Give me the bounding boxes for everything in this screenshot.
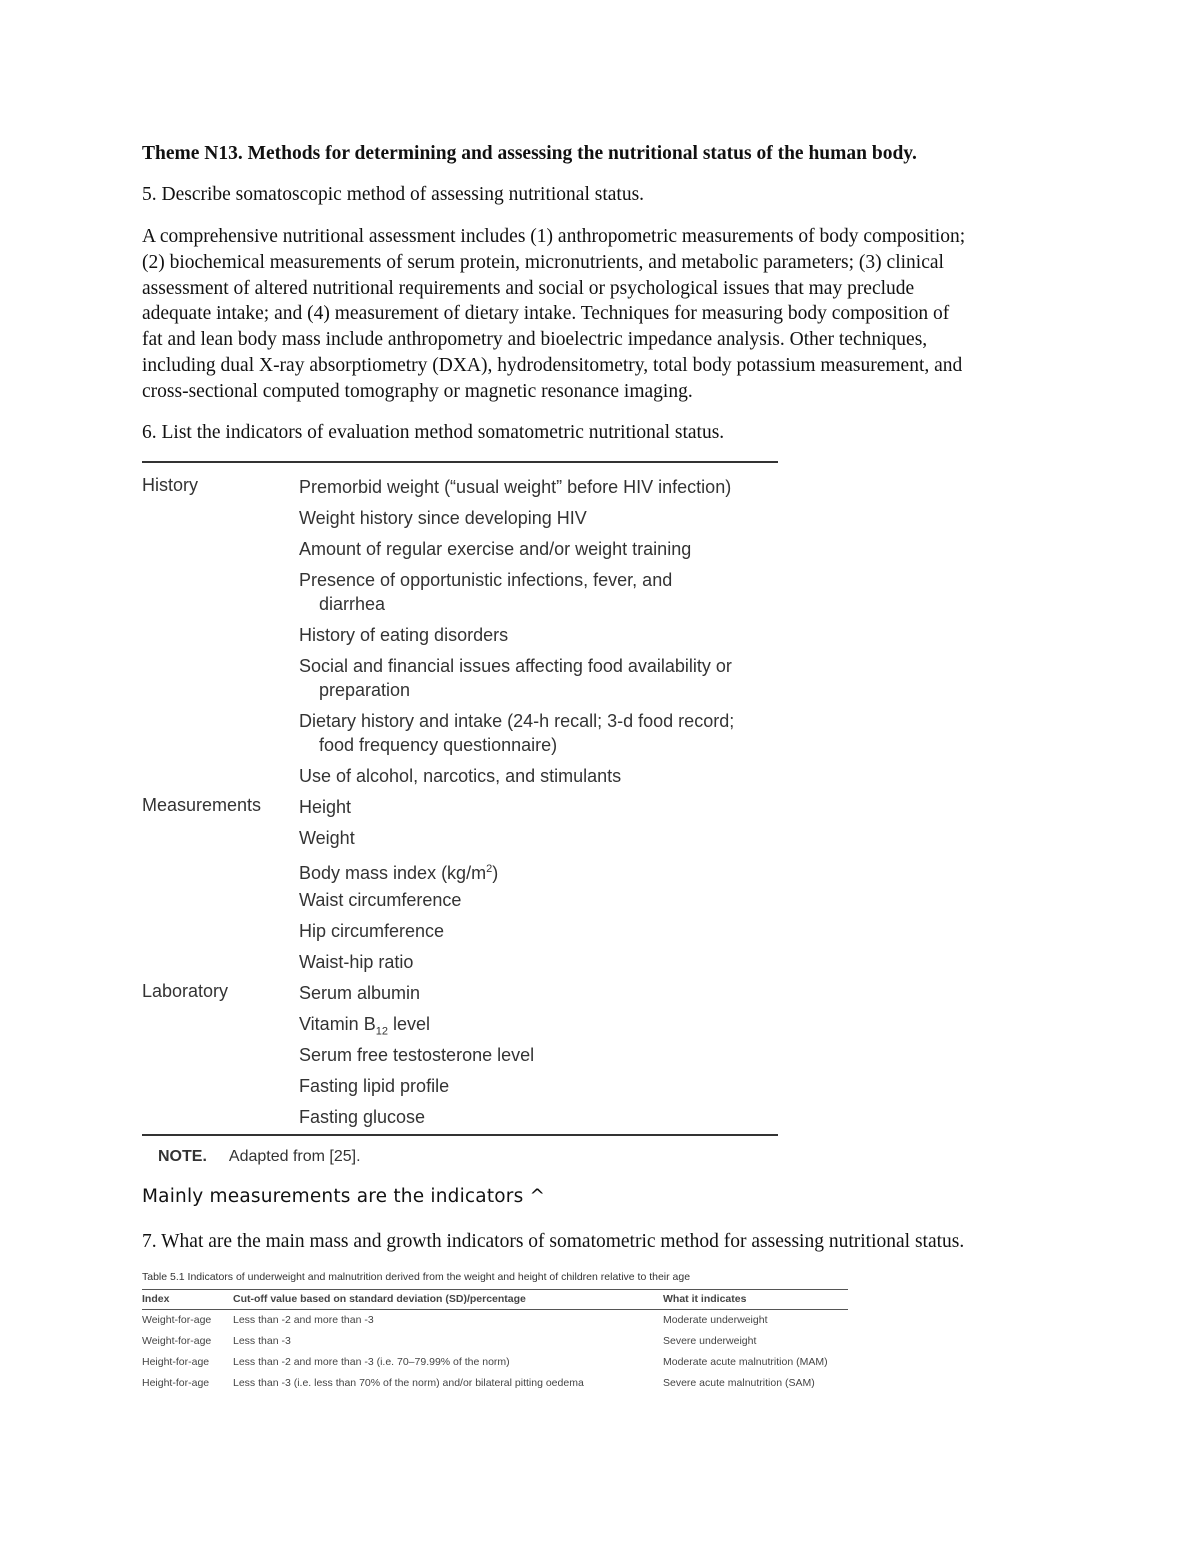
cell-cutoff: Less than -3 (233, 1335, 291, 1347)
cell-index: Height-for-age (142, 1377, 210, 1389)
cell-indicates: Moderate acute malnutrition (MAM) (663, 1356, 828, 1368)
assessment-paragraph (142, 224, 1062, 405)
category-history: History (142, 475, 199, 495)
measurement-item: Hip circumference (299, 921, 445, 941)
table-top-rule (142, 461, 778, 463)
question-5: 5. Describe somatoscopic method of assessing nutritional status. (142, 184, 645, 205)
cell-indicates: Severe acute malnutrition (SAM) (663, 1377, 815, 1389)
laboratory-item: Fasting glucose (299, 1107, 426, 1127)
table-row (142, 1314, 848, 1330)
cell-index: Weight-for-age (142, 1314, 212, 1326)
measurement-item: Waist-hip ratio (299, 952, 414, 972)
cell-indicates: Severe underweight (663, 1335, 757, 1347)
measurement-item: Weight (299, 828, 355, 848)
table-top-rule (142, 1289, 848, 1290)
note-text: Adapted from [25]. (228, 1148, 361, 1165)
laboratory-item: Serum free testosterone level (299, 1045, 535, 1065)
category-measurements: Measurements (142, 795, 262, 815)
measurement-item: Height (299, 797, 352, 817)
table-bottom-rule (142, 1134, 778, 1136)
table-row (142, 1377, 848, 1393)
question-7: 7. What are the main mass and growth indicators of somatometric method for assessing nutritional status. (142, 1231, 965, 1252)
paragraph-line: cross-sectional computed tomography or magnetic resonance imaging. (142, 380, 693, 402)
history-item: Dietary history and intake (24-h recall; 3-d food record; food frequency questionnaire) (299, 711, 735, 755)
history-item: Weight history since developing HIV (299, 508, 587, 528)
note-label: NOTE. (158, 1148, 207, 1165)
header-indicates: What it indicates (663, 1293, 747, 1305)
comment-line: Mainly measurements are the indicators ^ (142, 1186, 546, 1207)
table-row (142, 1356, 848, 1372)
paragraph-line: (2) biochemical measurements of serum protein, micronutrients, and metabolic parameters; (3) clinical (142, 251, 944, 273)
cell-indicates: Moderate underweight (663, 1314, 768, 1326)
history-item: Premorbid weight (“usual weight” before HIV infection) (299, 477, 732, 497)
table-row (142, 1335, 848, 1351)
history-item: History of eating disorders (299, 625, 509, 645)
measurement-item: Waist circumference (299, 890, 462, 910)
history-item: Social and financial issues affecting food availability or preparation (299, 656, 732, 700)
cell-cutoff: Less than -3 (i.e. less than 70% of the norm) and/or bilateral pitting oedema (233, 1377, 584, 1389)
history-item: Use of alcohol, narcotics, and stimulants (299, 766, 622, 786)
laboratory-item: Serum albumin (299, 983, 421, 1003)
header-cutoff: Cut-off value based on standard deviation (SD)/percentage (233, 1293, 526, 1305)
page-heading: Theme N13. Methods for determining and assessing the nutritional status of the human body. (142, 143, 917, 164)
cell-index: Height-for-age (142, 1356, 210, 1368)
table-note (158, 1148, 361, 1166)
table-header-rule (142, 1309, 848, 1310)
laboratory-item: Fasting lipid profile (299, 1076, 450, 1096)
table-caption: Table 5.1 Indicators of underweight and malnutrition derived from the weight and height of children relative to their age (142, 1271, 691, 1283)
cell-cutoff: Less than -2 and more than -3 (i.e. 70–79.99% of the norm) (233, 1356, 510, 1368)
paragraph-line: assessment of altered nutritional requirements and social or psychological issues that may preclude (142, 277, 915, 299)
history-item: Presence of opportunistic infections, fever, and diarrhea (299, 570, 673, 614)
table-header-row (142, 1293, 848, 1309)
category-laboratory: Laboratory (142, 981, 229, 1001)
paragraph-line: adequate intake; and (4) measurement of dietary intake. Techniques for measuring body composition of (142, 303, 950, 325)
header-index: Index (142, 1293, 170, 1305)
paragraph-line: including dual X-ray absorptiometry (DXA), hydrodensitometry, total body potassium measurement, and (142, 354, 963, 376)
history-item: Amount of regular exercise and/or weight training (299, 539, 692, 559)
question-6: 6. List the indicators of evaluation method somatometric nutritional status. (142, 422, 725, 443)
paragraph-line: fat and lean body mass include anthropometry and bioelectric impedance analysis. Other techniques, (142, 329, 928, 351)
paragraph-line: A comprehensive nutritional assessment includes (1) anthropometric measurements of body composition; (142, 226, 966, 247)
laboratory-item: Vitamin $B_{12}$ level (299, 1014, 430, 1038)
measurement-item: Body mass index $(kg/m^2)$ (299, 863, 499, 883)
cell-cutoff: Less than -2 and more than -3 (233, 1314, 374, 1326)
cell-index: Weight-for-age (142, 1335, 212, 1347)
